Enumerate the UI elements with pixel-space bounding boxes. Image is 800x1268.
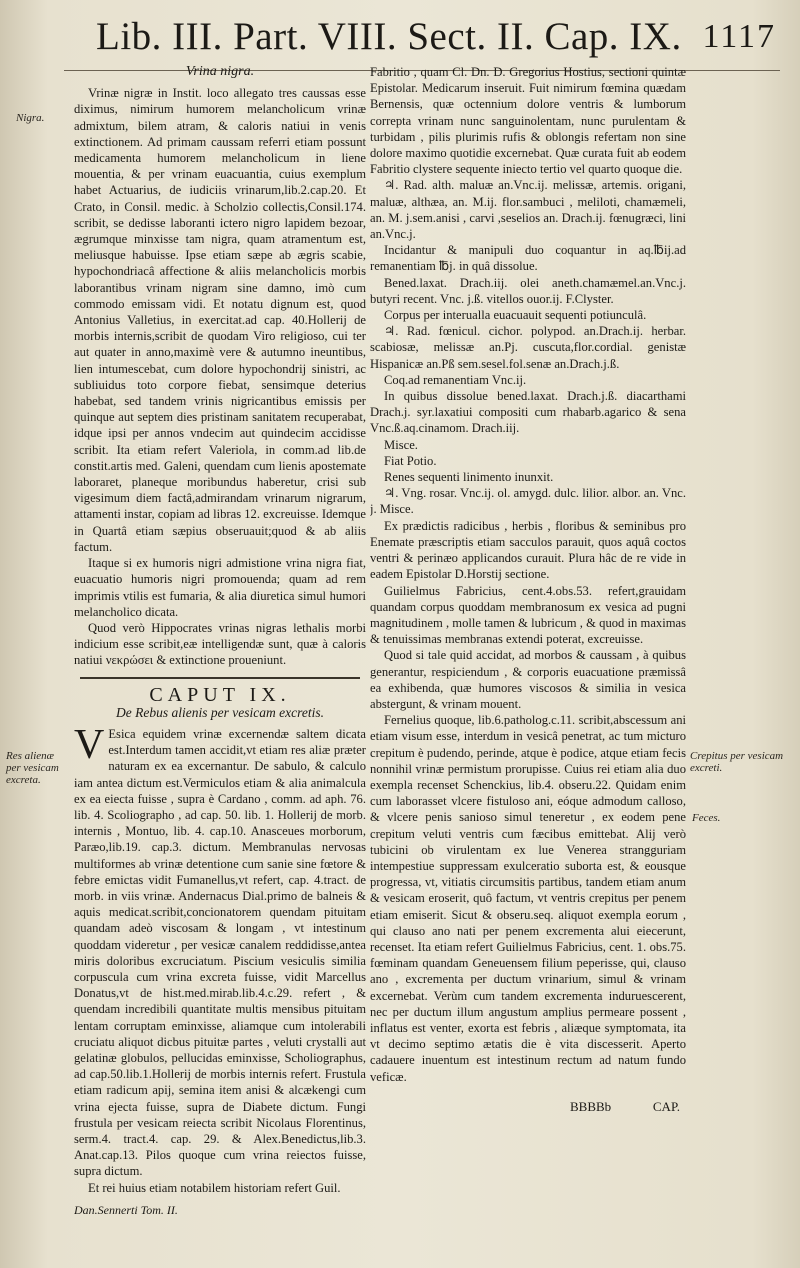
paragraph: Itaque si ex humoris nigri admistione vrina nigra fiat, euacuatio humoris nigri promouenda; quam ad rem imprimis vtilis est fumaria, & alia diuretica simul humori melancholico dicata. (74, 556, 366, 619)
recipe: ♃. Rad. fœnicul. cichor. polypod. an.Drach.ij. herbar. scabiosæ, melissæ an.Pj. cuscuta,flor.cordial. genistæ Hispanicæ an.Pß sem.sesel.fol.senæ an.Drach.j.ß. (370, 324, 686, 371)
paragraph: Corpus per interualla euacuauit sequenti potiunculâ. (384, 308, 647, 323)
margin-note-res-alienae: Res alienæ per vesicam excreta. (6, 750, 59, 786)
right-column (370, 64, 686, 1248)
paragraph: Coq.ad remanentiam Vnc.ij. (384, 372, 527, 387)
running-head: Lib. III. Part. VIII. Sect. II. Cap. IX. (96, 15, 682, 58)
paragraph: Incidantur & manipuli duo coquantur in aq.℔ij.ad remanentiam ℔j. in quâ dissolue. (370, 243, 686, 274)
paragraph: Fernelius quoque, lib.6.patholog.c.11. scribit,abscessum ani etiam visum esse, interdum in vesicâ penetrat, ac tum micturo crepitum è pudendo, perinde, atque è podice, atque etiam fecis nonnihil vrinæ permistum prorupisse. Cuius rei etiam alia duo exempla recenset Schenckius, lib.4. obseru.22. Quidam enim cum laborasset vlcere fistuloso ani, eóque admodum calloso, & vlcere penis sanioso simul teneretur , ex eodem pene crepitum veluti ventris cum fæcibus emittebat. Alij verò tubicini ob virulentam ex lue Venerea strangguriam intempestiue suppressam exulceratio suborta est, & eousque progressa, vt, vitiatis circumsitis partibus, tandem etiam anum & vesicam eroserit, quô factum, vt ventris crepitus per penem etiam emiserit. Sicut & obseru.seq. aliquot exempla eorum , qui clauso ano nati per penem excrementa alui eiecerunt, recenset. Ita etiam refert Guilielmus Fabricius, cent. 1. obs.75. fœminam quandam Geneuensem filium peperisse, qui, clauso ano , excrementa per ductum vrinarium, simul & vrinam excernebat. Verùm cum tandem excrementa induruescerent, nec per ductum illum angustum amplius permeare possent , inflatus est venter, exorta est febris , aliæque symptomata, ita vt decimo septimo ætatis die è vita discesserit. Aperto cadauere inuentum est intestinum rectum ad natum fundo veficæ. (370, 713, 686, 1084)
paragraph: Quod si tale quid accidat, ad morbos & caussam , à quibus generantur, respiciendum , & corporis euacuatione præmissâ ea exhibenda, quæ humores viscosos & similia in vesica abstergunt, & vrinam mouent. (370, 648, 686, 711)
paragraph: Guilielmus Fabricius, cent.4.obs.53. refert,grauidam quandam corpus quoddam membranosum ex vesica ad pugni magnitudinem , molle tamen & lubricum , & quod in maximas & tenuissimas membranas extendi poterat, excreuisse. (370, 583, 686, 647)
margin-note-feces: Feces. (692, 812, 721, 824)
recipe: ♃. Vng. rosar. Vnc.ij. ol. amygd. dulc. lilior. albor. an. Vnc. j. Misce. (370, 486, 686, 517)
left-column (74, 64, 366, 1248)
page-header (0, 14, 800, 60)
paragraph: Quod verò Hippocrates vrinas nigras lethalis morbi indicium esse scribit,eæ intelligendæ sunt, quæ à caloris natiui νεκρώσει & extinctione proueniunt. (74, 620, 366, 668)
catchword: CAP. (652, 1098, 680, 1114)
recipe: ♃. Rad. alth. maluæ an.Vnc.ij. melissæ, artemis. origani, maluæ, althæa, an. M.ij. flor.sambuci , meliloti, chamæmeli, an. M. j.sem.anisi , carvi ,seselios an. Drach.ij. fœnugræci, lini an.Vnc.j. (370, 178, 686, 242)
signature-mark: BBBBb (570, 1098, 612, 1114)
drop-cap: V (74, 721, 105, 768)
page-number: 1117 (702, 18, 776, 55)
paragraph: Bened.laxat. Drach.iij. olei aneth.chamæmel.an.Vnc.j. butyri recent. Vnc. j.ß. vitellos ouor.ij. F.Clyster. (370, 275, 686, 306)
paragraph: Fabritio , quam Cl. Dn. D. Gregorius Hostius, sectioni quintæ Epistolar. Medicarum inseruit. Fuit nimirum fœmina quædam Bernensis, quæ octennium dolore ventris & lumborum correpta vrinam nunc sanguinolentam, nunc purulentam & turbidam , pilis plurimis rufis & oblongis refertam non sine dolore maximo quotidie excernebat. Quæ curata fuit ab eodem Fabritio clystere sequente iniecto tertio vel quarto quoque die. (370, 65, 686, 177)
page-footer (370, 1099, 686, 1115)
paragraph: Renes sequenti linimento inunxit. (384, 470, 554, 485)
footer-attribution: Dan.Sennerti Tom. II. (74, 1202, 178, 1217)
margin-note-crepitus: Crepitus per vesicam excreti. (690, 750, 784, 774)
section-title: Vrina nigra. (185, 64, 255, 79)
paragraph: Fiat Potio. (384, 453, 437, 468)
paragraph: Ex prædictis radicibus , herbis , floribus & seminibus pro Enemate præscriptis etiam sacculos parauit, quos aquâ coctos ventri & perinæo applicandos curauit. Plura hâc de re vide in eadem Epistolar D.Horstij sectione. (370, 518, 686, 582)
margin-note-nigra: Nigra. (16, 112, 45, 124)
chapter-title: CAPUT IX. (149, 683, 291, 706)
paragraph (74, 721, 366, 1180)
chapter-subtitle: De Rebus alienis per vesicam excretis. (116, 704, 324, 720)
section-divider (80, 677, 360, 679)
paragraph: Vrinæ nigræ in Instit. loco allegato tres caussas esse diximus, nimirum humorem melancholicum vrinæ admixtum, bilem atram, & caloris natiui in venis extinctionem. Ad primam caussam referri etiam possunt medicamenta humorem melancholicum in liene mouentia, & per vrinam euacuantia, cuius exemplum habet Actuarius, de iudiciis vrinarum,lib.2.cap.20. Et Crato, in Consil. medic. à Scholzio collectis,Consil.174. scribit, se dedisse laboranti ictero nigro lapidem bezoar, ægrumque minxisse tam nigra, quam atramentum est, meliusque habuisse. Ipse etiam sæpe ab ægris scabie, hypochondriacâ affectione & aliis melancholicis morbis laborantibus vrinam nigram sine damno, imò cum commodo emissam vidi. Et notatu dignum est, quod Antonius Valletius, in exercitat.ad cap. 40.Hollerij de morbis internis,scribit de quodam Viro religioso, cui ter aut quater in anno,maximè vere & autumno ineuntibus, lien intumescebat, cum dolore hypochondrij sinistri, ac subliuidus toto corpore fiebat, sensimque deterius habebat, sed tandem vrinis nigricantibus emissis per quinque aut septem dies pristinam sanitatem recuperabat, idque ipsi per annos vndecim aut quindecim accidisse scribit. Ita etiam refert Valeriola, in comm.ad lib.de constit.artis med. Galeni, quendam cum lienis apostemate laboraret, planeque moribundus haberetur, crisi sub vigesimum diem factâ,admirandam vrinarum nigrarum, attamenti instar, copiam ad libras 12. excreuisse. Idemque in Quartâ etiam sæpius obseruauit;quod & ab aliis factum. (74, 86, 366, 554)
paragraph: Misce. (384, 437, 418, 452)
paragraph-text: Esica equidem vrinæ excernendæ saltem dicata est.Interdum tamen accidit,vt etiam res aliæ præter naturam ex ea excernantur. De sabulo, & calculo iam antea dictum est.Vermiculos etiam & alia animalcula ex ea eiecta fuisse , supra è Cardano , comm. ad aph. 76. lib. 4. Scoliographo , ad cap. 50. lib. 1. Hollerij de morb. internis , Montuo, lib. 4. cap.10. Anasceues morborum, Paræo,lib.19. cap.3. dictum. Membranulas nervosas multiformes ab vrinæ detentione cum sanie sine fœtore & febre emictas vidit Fumanellus,vt refert, cap. 4.tract. de morb. in viis vrinæ. Andernacus Dial.primo de balneis & aquis medicat.scribit,concionatorem quendam pituitam quandam adeò viscosam & longam , vt intestinum quoddam videretur , per vesicæ canalem reddidisse,antea miris doloribus excruciatum. Piscium vesiculis similia corpuscula cum vrina excreta fuisse, vidit Marcellus Donatus,vt de hist.med.mirab.lib.4.c.29. refert , & quendam incredibili quantitate multis mensibus pituitam lentam corruptam eminxisse, aliamque cum intolerabili cruciatu aliquot dicbus pituitæ partes , veluti crystalli aut gelatinæ globulos, pellucidas eminxisse, Scholiographus, ad cap.50.lib.1.Hollerij de morbis internis refert. Frustula etiam radicum apij, semina item anisi & alcækengi cum vrina ejecta fuisse, supra de Diabete dictum. Fungi frustula per vesicam reiecta scribit Nicolaus Florentinus, serm.4. tract.4. cap. 29. & Alex.Benedictus,lib.3. Anat.cap.13. Pilos quoque cum vrina reiectos fuisse, supra dictum. (74, 726, 366, 1179)
paragraph: Et rei huius etiam notabilem historiam refert Guil. (88, 1180, 341, 1195)
paragraph: In quibus dissolue bened.laxat. Drach.j.ß. diacarthami Drach.j. syr.laxatiui compositi cum rhabarb.agarico & sena Vnc.ß.aq.cinamom. Drach.iij. (370, 389, 686, 436)
